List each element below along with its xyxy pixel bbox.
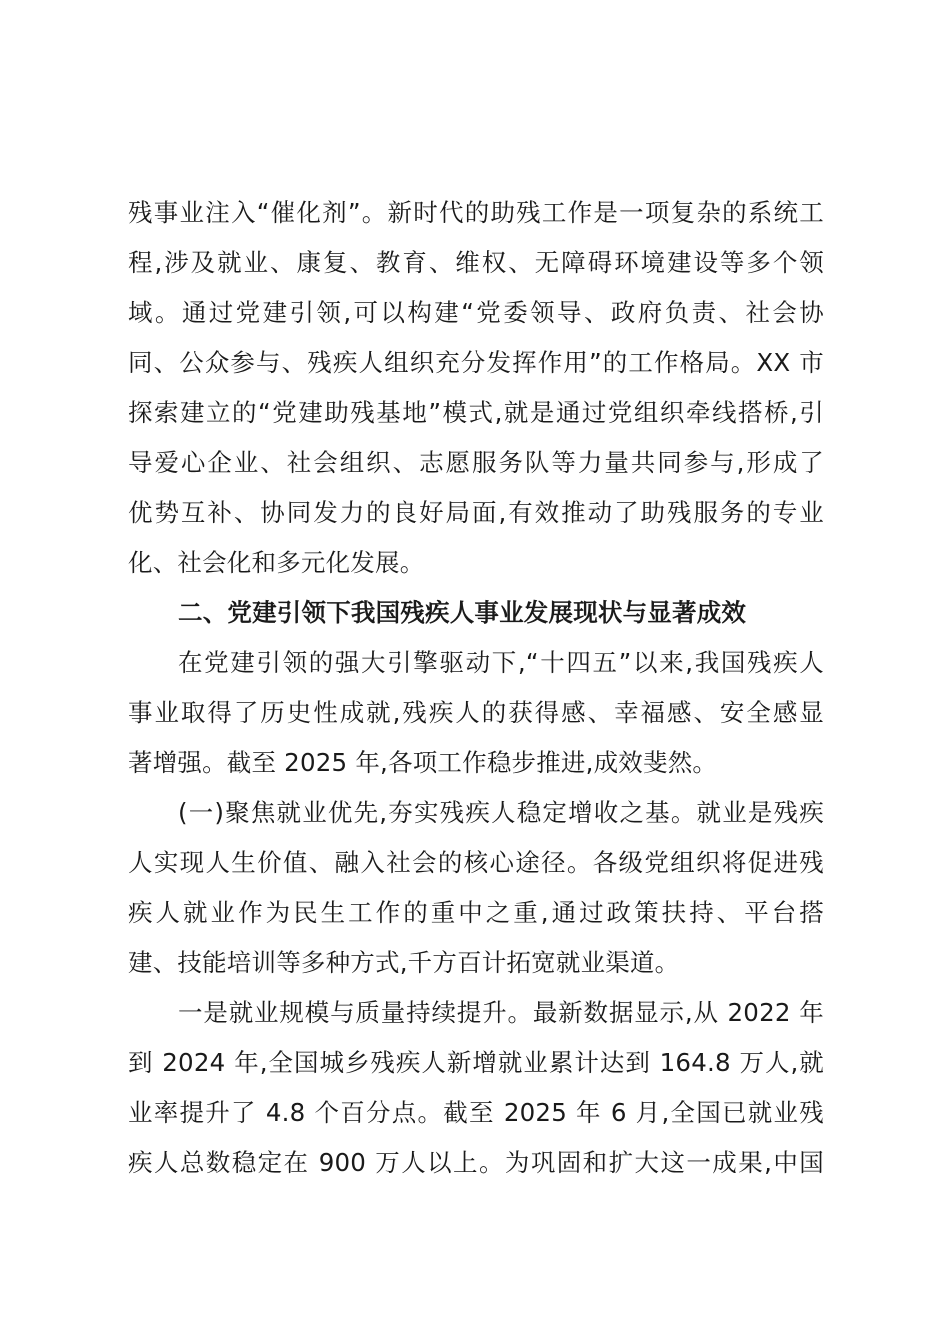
paragraph-intro-continuation xyxy=(128,188,824,588)
heading-text: 二、党建引领下我国残疾人事业发展现状与显著成效 xyxy=(178,598,747,627)
text-line: 导爱心企业、社会组织、志愿服务队等力量共同参与,形成了 xyxy=(128,448,824,477)
text-line: 域。通过党建引领,可以构建“党委领导、政府负责、社会协 xyxy=(128,298,824,327)
text-line: 优势互补、协同发力的良好局面,有效推动了助残服务的专业 xyxy=(128,498,824,527)
text-line: 业率提升了 4.8 个百分点。截至 2025 年 6 月,全国已就业残 xyxy=(128,1098,824,1127)
text-line: 建、技能培训等多种方式,千方百计拓宽就业渠道。 xyxy=(128,948,680,977)
paragraph-employment-priority xyxy=(128,788,824,988)
text-line: 探索建立的“党建助残基地”模式,就是通过党组织牵线搭桥,引 xyxy=(128,398,824,427)
text-line: 人实现人生价值、融入社会的核心途径。各级党组织将促进残 xyxy=(128,848,824,877)
text-line: 在党建引领的强大引擎驱动下,“十四五”以来,我国残疾人 xyxy=(178,648,824,677)
text-line: (一)聚焦就业优先,夯实残疾人稳定增收之基。就业是残疾 xyxy=(178,798,824,827)
text-line: 疾人总数稳定在 900 万人以上。为巩固和扩大这一成果,中国 xyxy=(128,1148,824,1177)
document-page xyxy=(128,188,824,1188)
text-line: 到 2024 年,全国城乡残疾人新增就业累计达到 164.8 万人,就 xyxy=(128,1048,824,1077)
text-line: 化、社会化和多元化发展。 xyxy=(128,548,425,577)
paragraph-employment-scale xyxy=(128,988,824,1188)
text-line: 著增强。截至 2025 年,各项工作稳步推进,成效斐然。 xyxy=(128,748,718,777)
text-line: 疾人就业作为民生工作的重中之重,通过政策扶持、平台搭 xyxy=(128,898,824,927)
text-line: 残事业注入“催化剂”。新时代的助残工作是一项复杂的系统工 xyxy=(128,198,824,227)
text-line: 同、公众参与、残疾人组织充分发挥作用”的工作格局。XX 市 xyxy=(128,348,824,377)
section-heading xyxy=(128,588,824,638)
paragraph-achievements-intro xyxy=(128,638,824,788)
text-line: 事业取得了历史性成就,残疾人的获得感、幸福感、安全感显 xyxy=(128,698,824,727)
text-line: 一是就业规模与质量持续提升。最新数据显示,从 2022 年 xyxy=(178,998,824,1027)
text-line: 程,涉及就业、康复、教育、维权、无障碍环境建设等多个领 xyxy=(128,248,824,277)
